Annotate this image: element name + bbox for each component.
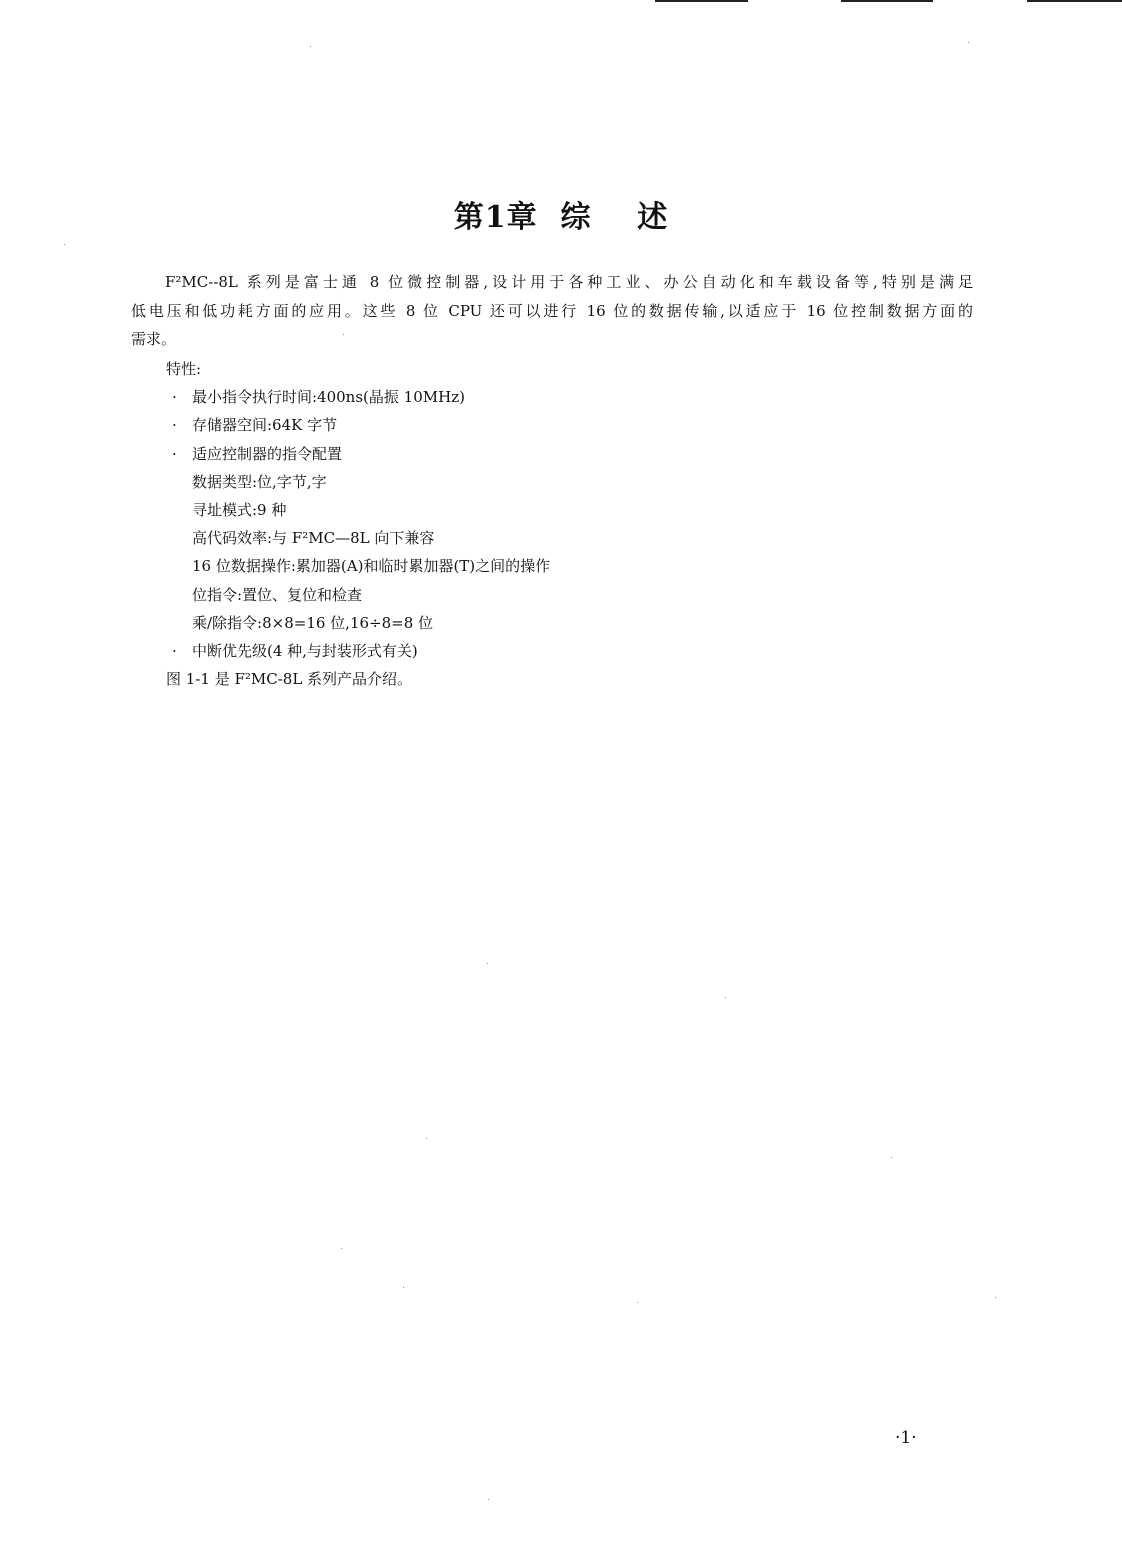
feature-item (166, 637, 550, 665)
scan-speck (891, 1157, 892, 1158)
top-edge-rule (1027, 0, 1122, 2)
scan-speck (310, 46, 311, 47)
feature-item (166, 440, 550, 468)
scan-speck (637, 1302, 638, 1303)
top-edge-rule (841, 0, 933, 2)
bullet-icon: · (172, 642, 177, 661)
instruction-config-item: 16 位数据操作:累加器(A)和临时累加器(T)之间的操作 (192, 557, 551, 576)
feature-item (166, 411, 550, 439)
scan-speck (488, 1499, 489, 1500)
scan-speck (341, 1248, 342, 1249)
scan-speck (968, 42, 969, 43)
features-section (166, 355, 550, 693)
figure-reference: 图 1-1 是 F²MC-8L 系列产品介绍。 (166, 670, 413, 689)
feature-text: 最小指令执行时间:400ns(晶振 10MHz) (192, 388, 465, 407)
feature-text: 中断优先级(4 种,与封装形式有关) (192, 642, 418, 661)
feature-item (166, 383, 550, 411)
feature-text: 存储器空间:64K 字节 (192, 416, 338, 435)
feature-text: 适应控制器的指令配置 (192, 444, 343, 463)
features-heading: 特性: (166, 360, 202, 378)
scan-speck (487, 963, 488, 964)
scan-speck (426, 1138, 427, 1139)
intro-paragraph (131, 268, 973, 354)
instruction-config-item: 数据类型:位,字节,字 (192, 472, 327, 491)
instruction-config-item: 高代码效率:与 F²MC—8L 向下兼容 (192, 529, 435, 548)
intro-line: 需求。 (131, 330, 177, 348)
scan-speck (995, 1297, 996, 1298)
intro-line: 低电压和低功耗方面的应用。这些 8 位 CPU 还可以进行 16 位的数据传输,以适应于 16 位控制数据方面的 (131, 301, 973, 320)
instruction-config-item: 寻址模式:9 种 (192, 501, 287, 520)
instruction-config-item: 乘/除指令:8×8=16 位,16÷8=8 位 (192, 613, 434, 632)
intro-line: F²MC--8L 系列是富士通 8 位微控制器,设计用于各种工业、办公自动化和车载设备等,特别是满足 (165, 273, 973, 291)
scan-speck (725, 997, 726, 998)
scan-speck (403, 1287, 404, 1288)
bullet-icon: · (172, 388, 177, 407)
instruction-config-item: 位指令:置位、复位和检查 (192, 585, 363, 604)
top-edge-rule (655, 0, 748, 2)
bullet-icon: · (172, 444, 177, 463)
scan-speck (64, 244, 65, 245)
chapter-title: 第1章 综 述 (453, 200, 669, 235)
page-number: ·1· (895, 1428, 917, 1448)
bullet-icon: · (172, 416, 177, 435)
